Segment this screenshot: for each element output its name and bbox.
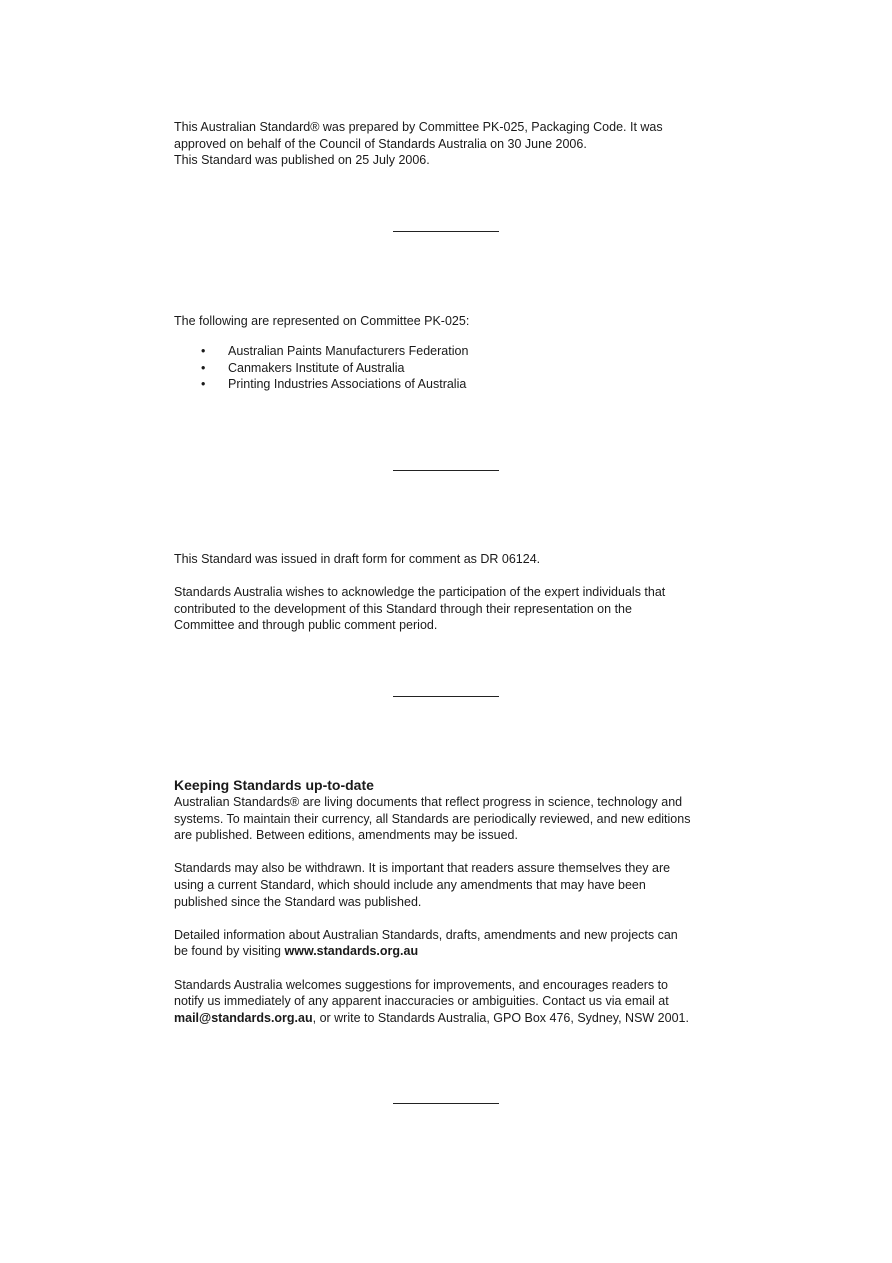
section-heading: Keeping Standards up-to-date	[174, 777, 374, 793]
paragraph-line	[174, 1010, 734, 1027]
paragraph-text: be found by visiting	[174, 944, 285, 959]
committee-member: Canmakers Institute of Australia	[228, 360, 405, 375]
paragraph-line	[174, 943, 734, 960]
acknowledgement-line: Standards Australia wishes to acknowledge the participation of the expert individuals that	[174, 585, 666, 600]
list-item	[174, 376, 468, 393]
paragraph-line: Standards Australia welcomes suggestions for improvements, and encourages readers to	[174, 977, 669, 992]
acknowledgement-line: Committee and through public comment period.	[174, 618, 438, 633]
committee-intro-text: The following are represented on Committee PK-025:	[174, 314, 470, 328]
email-link[interactable]: mail@standards.org.au	[174, 1010, 313, 1025]
prep-line: This Australian Standard® was prepared by Committee PK-025, Packaging Code. It was	[174, 120, 663, 134]
paragraph-text: , or write to Standards Australia, GPO Box 476, Sydney, NSW 2001.	[312, 1010, 689, 1025]
acknowledgement-line: contributed to the development of this Standard through their representation on the	[174, 601, 632, 616]
section-divider	[393, 470, 499, 471]
publication-line: This Standard was published on 25 July 2006.	[174, 153, 430, 168]
section-divider	[393, 696, 499, 697]
paragraph-line: published since the Standard was published.	[174, 894, 422, 909]
paragraph-line: systems. To maintain their currency, all Standards are periodically reviewed, and new editions	[174, 811, 691, 826]
committee-member: Printing Industries Associations of Australia	[228, 377, 467, 392]
keeping-standards-section	[174, 777, 734, 1026]
paragraph-line: Australian Standards® are living documents that reflect progress in science, technology and	[174, 795, 683, 809]
paragraph-line: are published. Between editions, amendments may be issued.	[174, 828, 518, 843]
paragraph-line: notify us immediately of any apparent inaccuracies or ambiguities. Contact us via email at	[174, 994, 669, 1009]
draft-section	[174, 551, 734, 634]
bullet-icon: •	[201, 377, 206, 392]
draft-issued-text: This Standard was issued in draft form for comment as DR 06124.	[174, 552, 541, 566]
bullet-icon: •	[201, 360, 206, 375]
list-item	[174, 343, 468, 360]
committee-member-list	[174, 343, 468, 393]
paragraph-line: using a current Standard, which should include any amendments that may have been	[174, 877, 646, 892]
paragraph-line: Standards may also be withdrawn. It is important that readers assure themselves they are	[174, 861, 671, 876]
committee-intro	[174, 313, 734, 330]
bullet-icon: •	[201, 344, 206, 358]
list-item	[174, 360, 468, 377]
prep-line: approved on behalf of the Council of Standards Australia on 30 June 2006.	[174, 136, 587, 151]
section-divider	[393, 1103, 499, 1104]
preparation-statement	[174, 119, 734, 169]
section-divider	[393, 231, 499, 232]
paragraph-line: Detailed information about Australian Standards, drafts, amendments and new projects can	[174, 927, 678, 942]
committee-member: Australian Paints Manufacturers Federation	[228, 344, 469, 358]
website-link[interactable]: www.standards.org.au	[284, 944, 419, 959]
